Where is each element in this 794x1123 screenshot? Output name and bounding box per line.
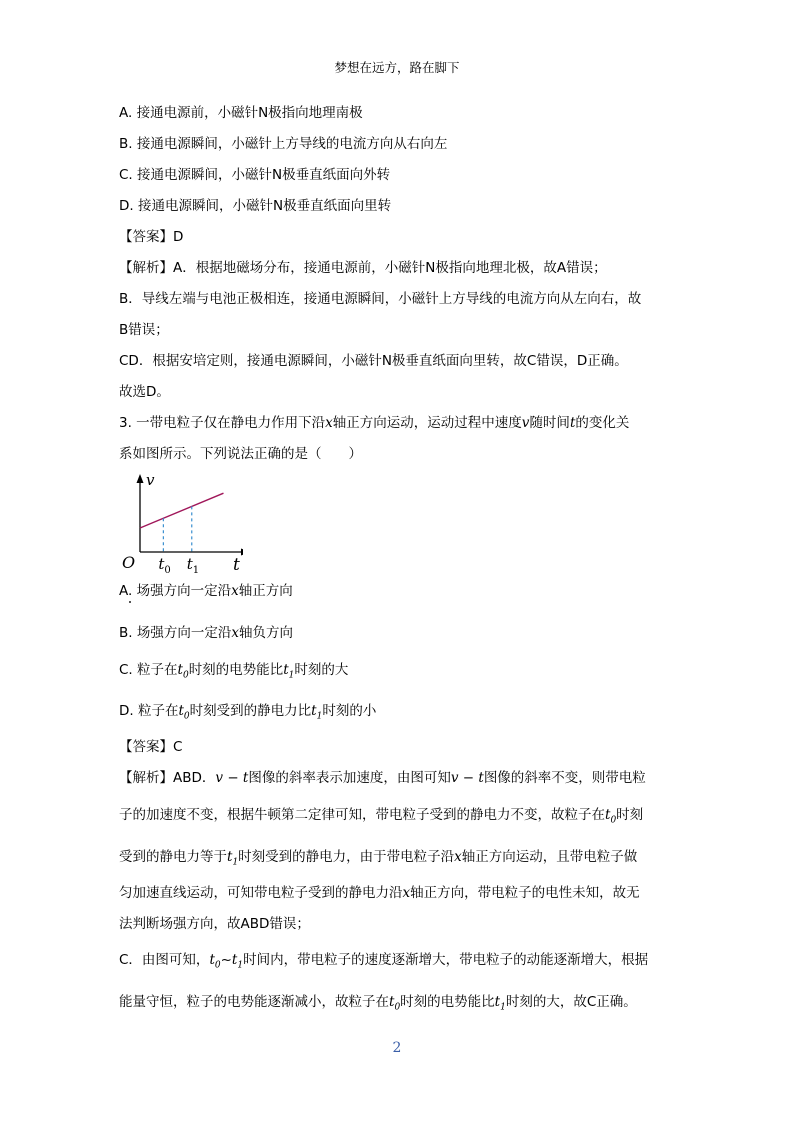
var-x: x [231, 583, 239, 599]
analysis-text: 时间内，带电粒子的速度逐渐增大，带电粒子的动能逐渐增大，根据 [243, 952, 649, 968]
q2-analysis-line-2: B．导线左端与电池正极相连，接通电源瞬间，小磁针上方导线的电流方向从左向右，故 [119, 291, 642, 307]
var-t1: $t_1$ [311, 703, 323, 722]
var-t: t [569, 415, 576, 431]
var-t1: $t_1$ [231, 952, 244, 971]
x-axis-label: t [233, 555, 240, 575]
var-v: v [521, 415, 530, 431]
option-text: D. 粒子在 [119, 703, 179, 719]
analysis-text: 子的加速度不变，根据牛顿第二定律可知，带电粒子受到的静电力不变，故粒子在 [119, 807, 605, 823]
option-text: 时刻的大 [294, 662, 349, 678]
option-text: 轴负方向 [238, 625, 293, 641]
tick-label-t1: $t_1$ [186, 555, 200, 576]
sub: 1 [288, 670, 295, 681]
q2-analysis-line-4: CD．根据安培定则，接通电源瞬间，小磁针N极垂直纸面向里转，故C错误，D正确。 [119, 353, 628, 369]
sub: 1 [232, 857, 239, 868]
y-axis-label: v [146, 471, 155, 489]
q3-analysis-line-2 [119, 806, 643, 830]
q3-analysis-line-4 [119, 884, 640, 902]
option-text: 时刻的电势能比 [188, 662, 284, 678]
vt-expression: v − t [215, 770, 249, 786]
q2-option-a: A. 接通电源前，小磁针N极指向地理南极 [119, 105, 363, 121]
origin-label: O [122, 553, 136, 572]
analysis-text: 能量守恒，粒子的电势能逐渐减小，故粒子在 [119, 994, 389, 1010]
analysis-text: 受到的静电力等于 [119, 849, 227, 865]
q3-stem-line-1 [119, 414, 629, 432]
page-number: 2 [392, 1040, 402, 1056]
var-t0: $t_0$ [178, 703, 190, 722]
q3-option-c [119, 661, 348, 685]
q2-analysis-line-5: 故选D。 [119, 384, 170, 400]
analysis-text: 时刻受到的静电力，由于带电粒子沿 [238, 849, 455, 865]
q2-analysis-line-1: 【解析】A．根据地磁场分布，接通电源前，小磁针N极指向地理北极，故A错误； [119, 260, 607, 276]
analysis-text: C．由图可知， [119, 952, 210, 968]
q3-analysis-line-7 [119, 993, 637, 1017]
analysis-text: 轴正方向运动，且带电粒子做 [461, 849, 638, 865]
sub: 1 [237, 960, 244, 971]
q3-analysis-line-6 [119, 951, 648, 975]
var-t0: $t_0$ [389, 994, 401, 1013]
vt-line [140, 493, 223, 528]
q3-option-d [119, 702, 376, 726]
var-x: x [231, 625, 239, 641]
q2-answer: 【答案】D [119, 229, 184, 245]
tick-sub: 1 [192, 565, 200, 576]
stem-text: 3. 一带电粒子仅在静电力作用下沿 [119, 415, 326, 431]
stem-text: 轴正方向运动，运动过程中速度 [332, 415, 522, 431]
option-text: B. 场强方向一定沿 [119, 625, 232, 641]
var-x: x [454, 849, 462, 865]
q3-answer: 【答案】C [119, 739, 183, 755]
option-text: 时刻受到的静电力比 [189, 703, 312, 719]
var-x: x [325, 415, 333, 431]
tilde: ~ [220, 952, 232, 968]
option-text: A. 场强方向一定沿 [119, 583, 232, 599]
q3-analysis-line-3 [119, 848, 637, 872]
stem-text: 随时间 [529, 415, 570, 431]
analysis-text: 图像的斜率表示加速度，由图可知 [248, 770, 451, 786]
vt-expression: v − t [450, 770, 484, 786]
x-axis-arrow [241, 549, 243, 556]
stray-dot [129, 601, 131, 603]
y-axis-arrow [137, 474, 144, 483]
tick-label-t0: $t_0$ [158, 555, 171, 576]
analysis-text: 时刻 [616, 807, 644, 823]
stem-text: 的变化关 [575, 415, 630, 431]
option-text: 时刻的小 [322, 703, 377, 719]
var-t1: $t_1$ [227, 849, 239, 868]
analysis-text: 轴正方向，带电粒子的电性未知，故无 [410, 885, 640, 901]
sub: 0 [182, 670, 189, 681]
option-text: 轴正方向 [238, 583, 293, 599]
q2-option-d: D. 接通电源瞬间，小磁针N极垂直纸面向里转 [119, 198, 392, 214]
option-text: C. 粒子在 [119, 662, 178, 678]
sub: 0 [394, 1002, 401, 1013]
q3-analysis-line-1 [119, 769, 646, 787]
analysis-text: 时刻的电势能比 [400, 994, 495, 1010]
q3-option-b [119, 624, 293, 642]
analysis-text: 【解析】ABD． [119, 770, 216, 786]
var-t1: $t_1$ [494, 994, 506, 1013]
q3-analysis-line-5: 法判断场强方向，故ABD错误； [119, 916, 310, 932]
analysis-text: 图像的斜率不变，则带电粒 [483, 770, 646, 786]
var-t0: $t_0$ [177, 662, 189, 681]
var-t0: $t_0$ [605, 807, 617, 826]
sub: 1 [500, 1002, 506, 1013]
sub: 1 [316, 711, 323, 722]
sub: 0 [214, 960, 221, 971]
var-x: x [402, 885, 411, 901]
sub: 0 [610, 815, 617, 826]
analysis-text: 时刻的大，故C正确。 [505, 994, 637, 1010]
var-t1: $t_1$ [283, 662, 295, 681]
q3-stem-line-2: 系如图所示。下列说法正确的是（ ） [119, 446, 362, 462]
sub: 0 [183, 711, 190, 722]
q2-option-c: C. 接通电源瞬间，小磁针N极垂直纸面向外转 [119, 167, 391, 183]
tick-sub: 0 [164, 565, 171, 576]
q3-option-a [119, 582, 293, 600]
q2-option-b: B. 接通电源瞬间，小磁针上方导线的电流方向从右向左 [119, 136, 448, 152]
analysis-text: 匀加速直线运动，可知带电粒子受到的静电力沿 [119, 885, 403, 901]
var-t0: $t_0$ [209, 952, 221, 971]
page-header: 梦想在远方，路在脚下 [334, 60, 460, 75]
vt-graph [118, 470, 243, 578]
q2-analysis-line-3: B错误； [119, 322, 169, 338]
